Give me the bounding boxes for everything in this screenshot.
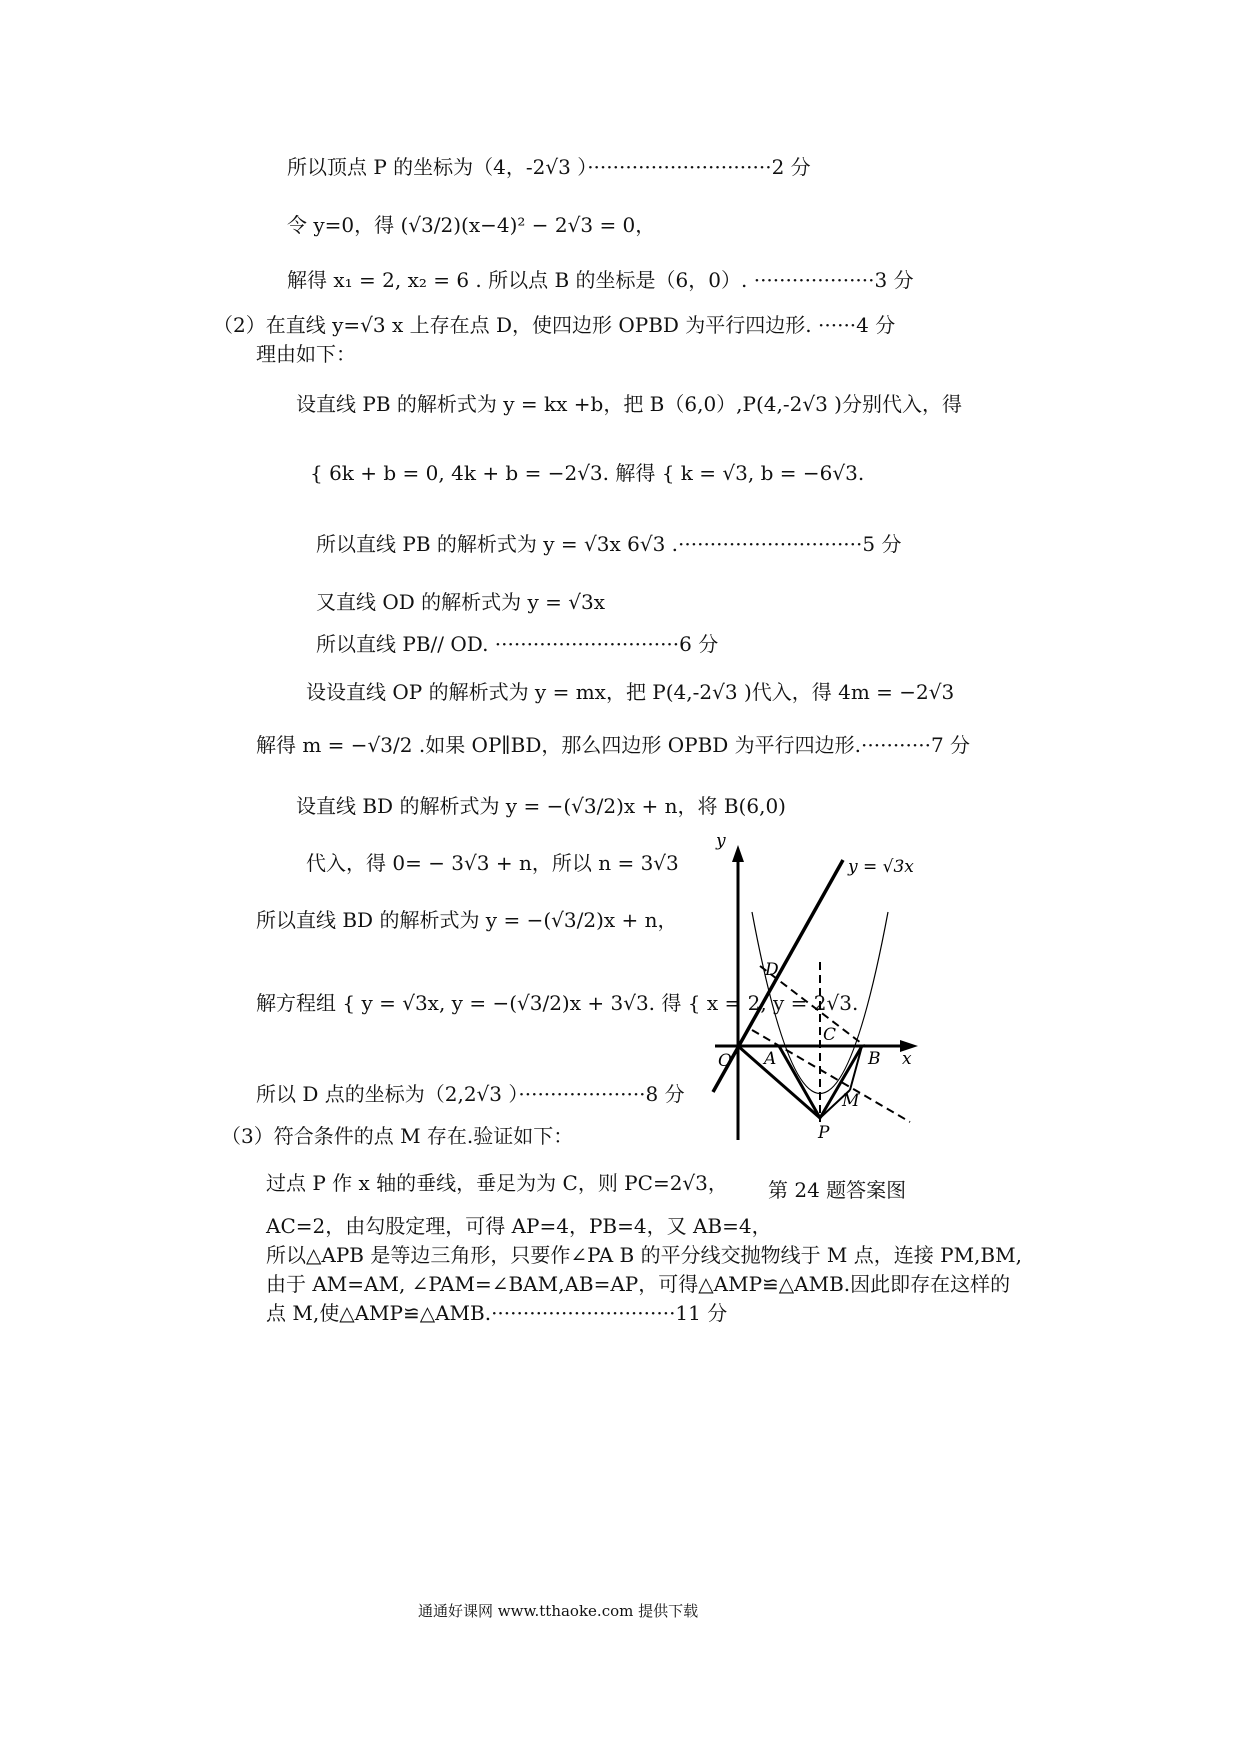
label-m: M [842,1091,860,1111]
text-line: 设直线 PB 的解析式为 y = kx +b，把 B（6,0）,P(4,-2√3 )分别代入，得 [296,392,962,416]
equation-system: { 6k + b = 0, 4k + b = −2√3. 解得 { k = √3, b = −6√3. [310,461,865,485]
text-line: AC=2，由勾股定理，可得 AP=4，PB=4，又 AB=4， [266,1214,772,1238]
text-line: 由于 AM=AM, ∠PAM=∠BAM,AB=AP，可得△AMP≌△AMB.因此即存在这样的 [266,1272,1011,1296]
label-p: P [818,1123,830,1143]
label-b: B [868,1049,881,1069]
text-line: 又直线 OD 的解析式为 y = √3x [316,590,606,614]
text-line: 解得 m = −√3/2 .如果 OP∥BD，那么四边形 OPBD 为平行四边形.···········7 分 [256,733,971,757]
label-a: A [764,1049,777,1069]
page-footer: 通通好课网 www.tthaoke.com 提供下载 [418,1602,699,1620]
figure-caption: 第 24 题答案图 [768,1178,907,1202]
text-line: 所以直线 BD 的解析式为 y = −(√3/2)x + n， [256,908,678,932]
y-axis-arrow [732,845,744,862]
text-line: 所以直线 PB 的解析式为 y = √3x 6√3 .·····························5 分 [316,532,902,556]
text-line: 设直线 BD 的解析式为 y = −(√3/2)x + n，将 B(6,0) [296,794,786,818]
label-c: C [823,1025,837,1045]
label-d: D [765,960,779,980]
text-line: 所以△APB 是等边三角形，只要作∠PA B 的平分线交抛物线于 M 点，连接 PM,BM, [266,1243,1022,1267]
text-line: 所以直线 PB// OD. ·····························6 分 [316,632,719,656]
text-line: 代入，得 0= − 3√3 + n，所以 n = 3√3 [306,851,679,875]
label-o: O [718,1051,732,1071]
text-line: 所以顶点 P 的坐标为（4，-2√3 ）·····························2 分 [287,155,811,179]
answer-figure [700,820,940,1150]
text-line: 理由如下： [256,342,356,366]
label-line: y = √3x [848,857,914,877]
text-line: 解得 x₁ = 2, x₂ = 6 . 所以点 B 的坐标是（6，0）. ···················3 分 [287,268,914,292]
text-line: 所以 D 点的坐标为（2,2√3 ）····················8 分 [256,1082,685,1106]
label-y: y [716,831,726,851]
text-line: （2）在直线 y=√3 x 上存在点 D，使四边形 OPBD 为平行四边形. ······4 分 [213,313,896,337]
label-x: x [902,1049,912,1069]
segment-op [738,1046,820,1118]
text-line: 过点 P 作 x 轴的垂线，垂足为为 C，则 PC=2√3， [266,1171,728,1195]
equation-system: 解方程组 { y = √3x, y = −(√3/2)x + 3√3. 得 { x = 2, y = 2√3. [256,991,859,1015]
text-line: （3）符合条件的点 M 存在.验证如下： [221,1124,574,1148]
text-line: 设设直线 OP 的解析式为 y = mx，把 P(4,-2√3 )代入，得 4m = −2√3 [306,680,955,704]
text-line: 令 y=0，得 (√3/2)(x−4)² − 2√3 = 0， [287,213,656,237]
text-line: 点 M,使△AMP≌△AMB.·····························11 分 [266,1301,728,1325]
